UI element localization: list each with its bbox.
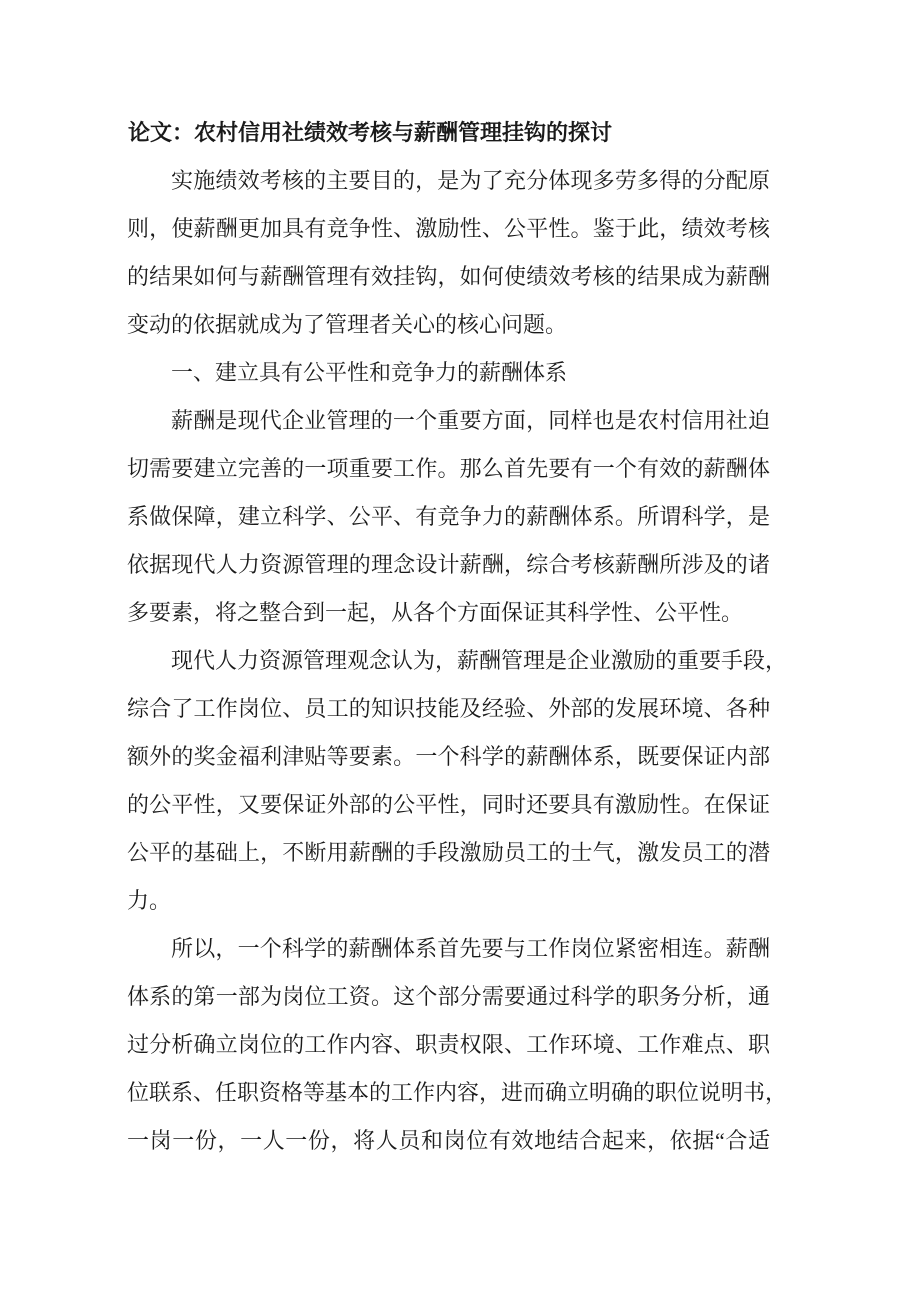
text-line: 的公平性，又要保证外部的公平性，同时还要具有激励性。在保证 xyxy=(127,792,770,817)
text-line: 现代人力资源管理观念认为，薪酬管理是企业激励的重要手段， xyxy=(171,648,788,673)
text-line: 体系的第一部为岗位工资。这个部分需要通过科学的职务分析，通 xyxy=(127,984,770,1009)
paragraph xyxy=(127,157,770,349)
text-line: 依据现代人力资源管理的理念设计薪酬，综合考核薪酬所涉及的诸 xyxy=(127,552,770,577)
text-line: 所以，一个科学的薪酬体系首先要与工作岗位紧密相连。薪酬 xyxy=(171,936,770,961)
text-line: 系做保障，建立科学、公平、有竞争力的薪酬体系。所谓科学，是 xyxy=(127,504,770,529)
text-line: 位联系、任职资格等基本的工作内容，进而确立明确的职位说明书， xyxy=(127,1080,788,1105)
text-line: 多要素，将之整合到一起，从各个方面保证其科学性、公平性。 xyxy=(127,600,744,625)
text-line: 综合了工作岗位、员工的知识技能及经验、外部的发展环境、各种 xyxy=(127,696,770,721)
paragraph xyxy=(127,397,770,637)
text-line: 薪酬是现代企业管理的一个重要方面，同样也是农村信用社迫 xyxy=(171,408,770,433)
text-line: 过分析确立岗位的工作内容、职责权限、工作环境、工作难点、职 xyxy=(127,1032,770,1057)
text-line: 额外的奖金福利津贴等要素。一个科学的薪酬体系，既要保证内部 xyxy=(127,744,770,769)
document-body xyxy=(127,109,788,1165)
text-line: 公平的基础上，不断用薪酬的手段激励员工的士气，激发员工的潜 xyxy=(127,840,770,865)
text-line: 变动的依据就成为了管理者关心的核心问题。 xyxy=(127,312,568,337)
text-line: 一岗一份，一人一份，将人员和岗位有效地结合起来，依据“合适 xyxy=(127,1128,770,1153)
text-line: 则，使薪酬更加具有竞争性、激励性、公平性。鉴于此，绩效考核 xyxy=(127,216,770,241)
text-line: 论文：农村信用社绩效考核与薪酬管理挂钩的探讨 xyxy=(128,120,613,145)
paragraph xyxy=(127,637,788,925)
text-line: 力。 xyxy=(127,888,172,913)
text-line: 实施绩效考核的主要目的，是为了充分体现多劳多得的分配原 xyxy=(171,168,770,193)
section-heading xyxy=(127,349,770,397)
text-line: 切需要建立完善的一项重要工作。那么首先要有一个有效的薪酬体 xyxy=(127,456,770,481)
text-line: 一、建立具有公平性和竞争力的薪酬体系 xyxy=(171,360,568,385)
document-title xyxy=(127,109,770,157)
paragraph xyxy=(127,925,788,1165)
text-line: 的结果如何与薪酬管理有效挂钩，如何使绩效考核的结果成为薪酬 xyxy=(127,264,770,289)
